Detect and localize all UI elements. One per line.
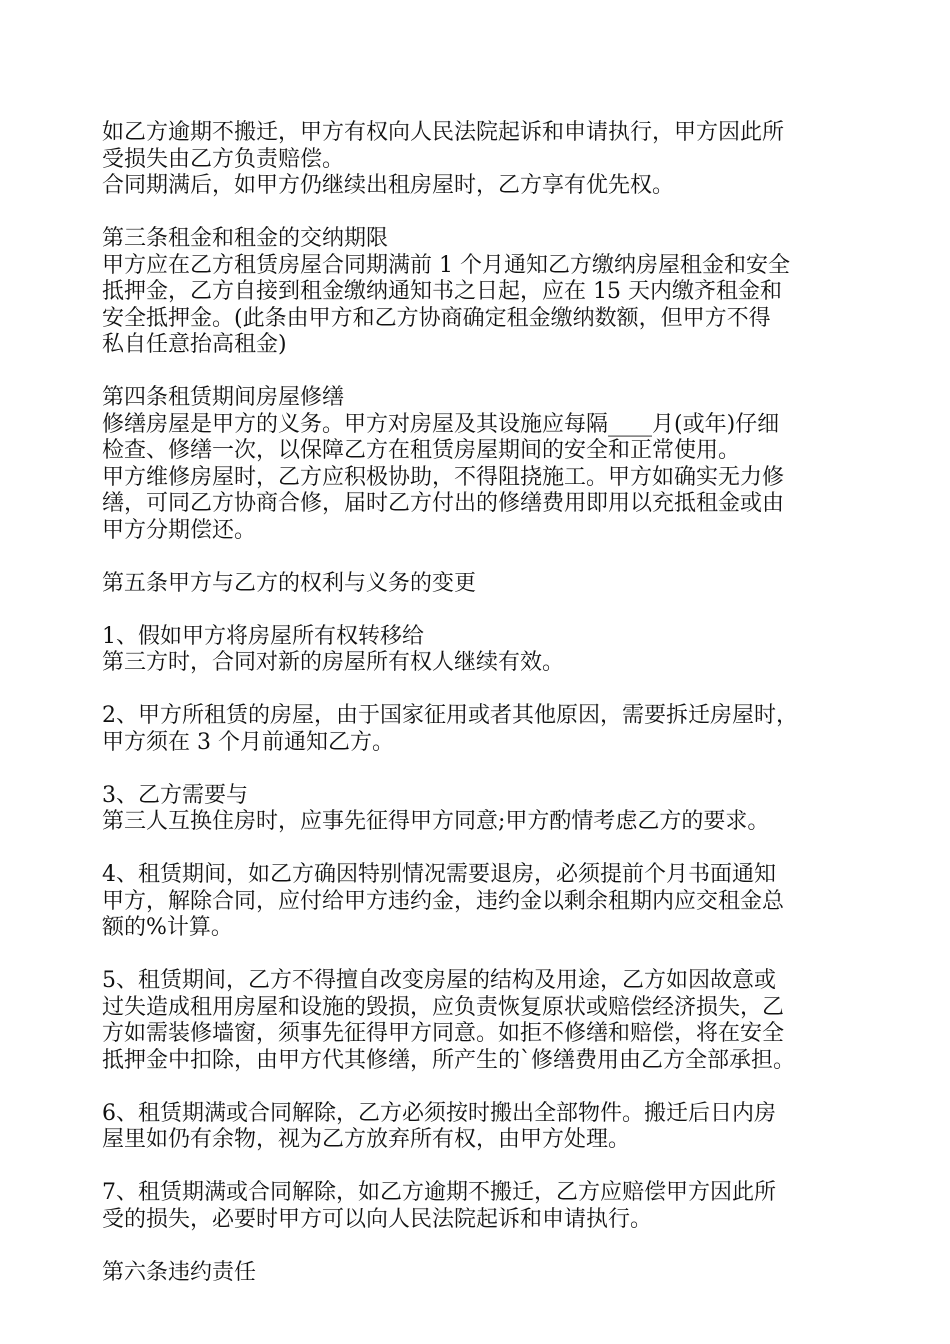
text-line: 1、假如甲方将房屋所有权转移给 — [102, 623, 424, 649]
text-line: 过失造成租用房屋和设施的毁损，应负责恢复原状或赔偿经济损失，乙 — [102, 994, 785, 1020]
section-heading: 第三条租金和租金的交纳期限 — [102, 226, 389, 251]
text-line: 7、租赁期满或合同解除，如乙方逾期不搬迁，乙方应赔偿甲方因此所 — [102, 1180, 776, 1205]
section-heading: 第六条违约责任 — [102, 1259, 257, 1285]
text-line: 私自任意抬高租金) — [102, 332, 287, 357]
paragraph-gap — [102, 597, 862, 624]
paragraph-gap — [102, 200, 862, 227]
text-line: 方如需装修墙窗，须事先征得甲方同意。如拒不修缮和赔偿，将在安全 — [102, 1021, 785, 1046]
text-line: 甲方分期偿还。 — [102, 517, 257, 543]
paragraph-gap — [102, 1074, 862, 1101]
text-line: 检查、修缮一次，以保障乙方在租赁房屋期间的安全和正常使用。 — [102, 438, 741, 463]
text-line: 甲方须在 3 个月前通知乙方。 — [102, 729, 394, 755]
text-line: 4、租赁期间，如乙方确因特别情况需要退房，必须提前个月书面通知 — [102, 862, 776, 887]
text-line: 3、乙方需要与 — [102, 782, 248, 808]
document-page — [102, 120, 862, 1286]
paragraph-gap — [102, 1233, 862, 1260]
text-line: 甲方应在乙方租赁房屋合同期满前 1 个月通知乙方缴纳房屋租金和安全 — [102, 252, 790, 278]
paragraph-gap — [102, 756, 862, 783]
text-line: 安全抵押金。(此条由甲方和乙方协商确定租金缴纳数额，但甲方不得 — [102, 305, 771, 331]
text-line: 合同期满后，如甲方仍继续出租房屋时，乙方享有优先权。 — [102, 173, 675, 198]
text-line: 抵押金，乙方自接到租金缴纳通知书之日起，应在 15 天内缴齐租金和 — [102, 279, 782, 304]
text-line: 受的损失，必要时甲方可以向人民法院起诉和申请执行。 — [102, 1206, 653, 1232]
paragraph-gap — [102, 1154, 862, 1181]
paragraph-gap — [102, 359, 862, 386]
text-line: 如乙方逾期不搬迁，甲方有权向人民法院起诉和申请执行，甲方因此所 — [102, 120, 785, 145]
paragraph-gap — [102, 677, 862, 704]
section-heading: 第四条租赁期间房屋修缮 — [102, 385, 345, 410]
text-line: 2、甲方所租赁的房屋，由于国家征用或者其他原因，需要拆迁房屋时， — [102, 703, 798, 728]
text-line: 修缮房屋是甲方的义务。甲方对房屋及其设施应每隔____月(或年)仔细 — [102, 411, 780, 437]
text-line: 甲方，解除合同，应付给甲方违约金，违约金以剩余租期内应交租金总 — [102, 888, 785, 914]
text-line: 受损失由乙方负责赔偿。 — [102, 146, 345, 172]
paragraph-gap — [102, 544, 862, 571]
text-line: 5、租赁期间，乙方不得擅自改变房屋的结构及用途，乙方如因故意或 — [102, 968, 776, 993]
paragraph-gap — [102, 836, 862, 863]
text-line: 第三人互换住房时，应事先征得甲方同意;甲方酌情考虑乙方的要求。 — [102, 809, 770, 834]
text-line: 缮，可同乙方协商合修，届时乙方付出的修缮费用即用以充抵租金或由 — [102, 491, 785, 516]
text-line: 甲方维修房屋时，乙方应积极协助，不得阻挠施工。甲方如确实无力修 — [102, 464, 785, 490]
text-line: 抵押金中扣除，由甲方代其修缮，所产生的`修缮费用由乙方全部承担。 — [102, 1047, 796, 1073]
text-line: 第三方时，合同对新的房屋所有权人继续有效。 — [102, 650, 565, 675]
text-line: 额的%计算。 — [102, 915, 233, 940]
text-line: 6、租赁期满或合同解除，乙方必须按时搬出全部物件。搬迁后日内房 — [102, 1100, 776, 1126]
text-line: 屋里如仍有余物，视为乙方放弃所有权，由甲方处理。 — [102, 1127, 631, 1152]
paragraph-gap — [102, 942, 862, 969]
section-heading: 第五条甲方与乙方的权利与义务的变更 — [102, 570, 477, 596]
